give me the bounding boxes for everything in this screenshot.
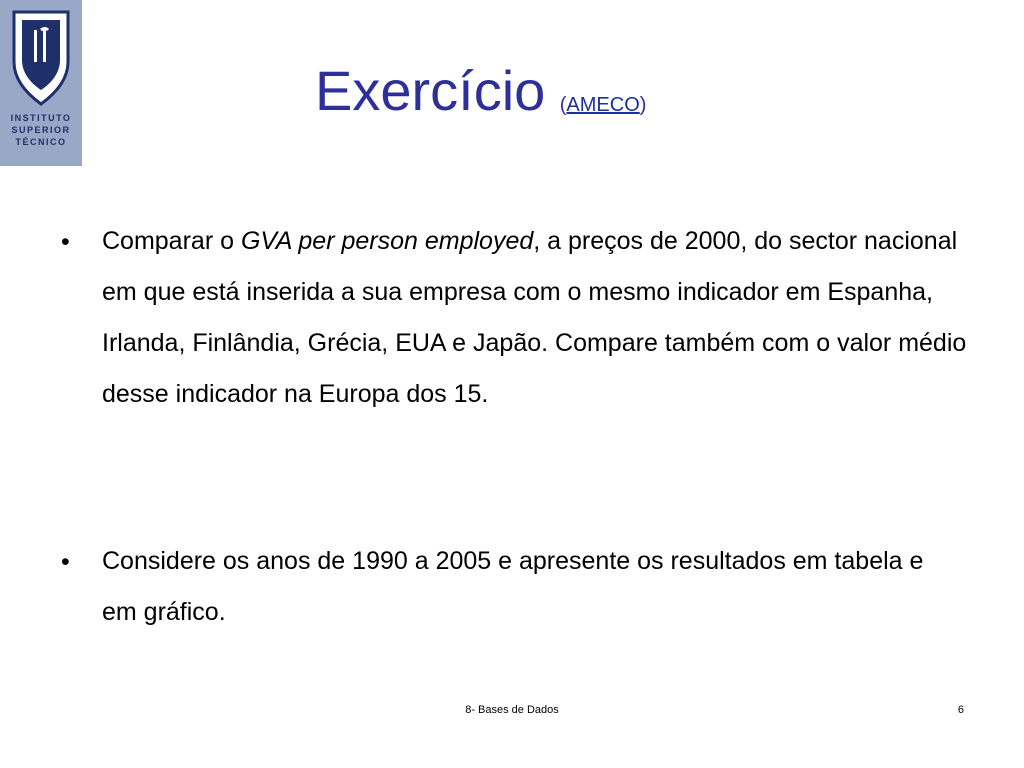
paren-open: ( bbox=[559, 94, 567, 117]
shield-icon bbox=[12, 10, 70, 106]
bullet-2-text: Considere os anos de 1990 a 2005 e apresente os resultados em tabela e em gráfico. bbox=[102, 547, 924, 626]
bullet-text-1 bbox=[102, 216, 977, 420]
footer-title: 8- Bases de Dados bbox=[465, 704, 559, 716]
slide-title bbox=[315, 58, 646, 123]
page-number: 6 bbox=[957, 704, 964, 716]
bullet-1-italic: GVA per person employed bbox=[240, 227, 534, 255]
logo-line-2: SUPERIOR bbox=[11, 125, 71, 135]
logo-wordmark bbox=[0, 112, 82, 148]
bullet-text-2 bbox=[102, 536, 962, 638]
institution-logo bbox=[0, 0, 82, 166]
bullet-marker-2: • bbox=[61, 548, 70, 576]
title-main: Exercício bbox=[315, 59, 546, 122]
title-paren-group bbox=[560, 94, 647, 116]
logo-line-1: INSTITUTO bbox=[10, 113, 72, 123]
paren-close: ) bbox=[639, 94, 647, 117]
bullet-1-part1: Comparar o bbox=[102, 227, 241, 255]
bullet-marker-1: • bbox=[61, 228, 70, 256]
bullet-1-part2: , a preços de 2000, do sector nacional em que está inserida a sua empresa com o mesmo indicador em Espanha, Irlanda, Finlândia, Grécia, EUA e Japão. Compare também com o valor médio desse indicador na Europa dos 15. bbox=[102, 227, 967, 408]
ameco-link[interactable]: AMECO bbox=[566, 94, 640, 117]
logo-line-3: TÉCNICO bbox=[15, 137, 67, 147]
